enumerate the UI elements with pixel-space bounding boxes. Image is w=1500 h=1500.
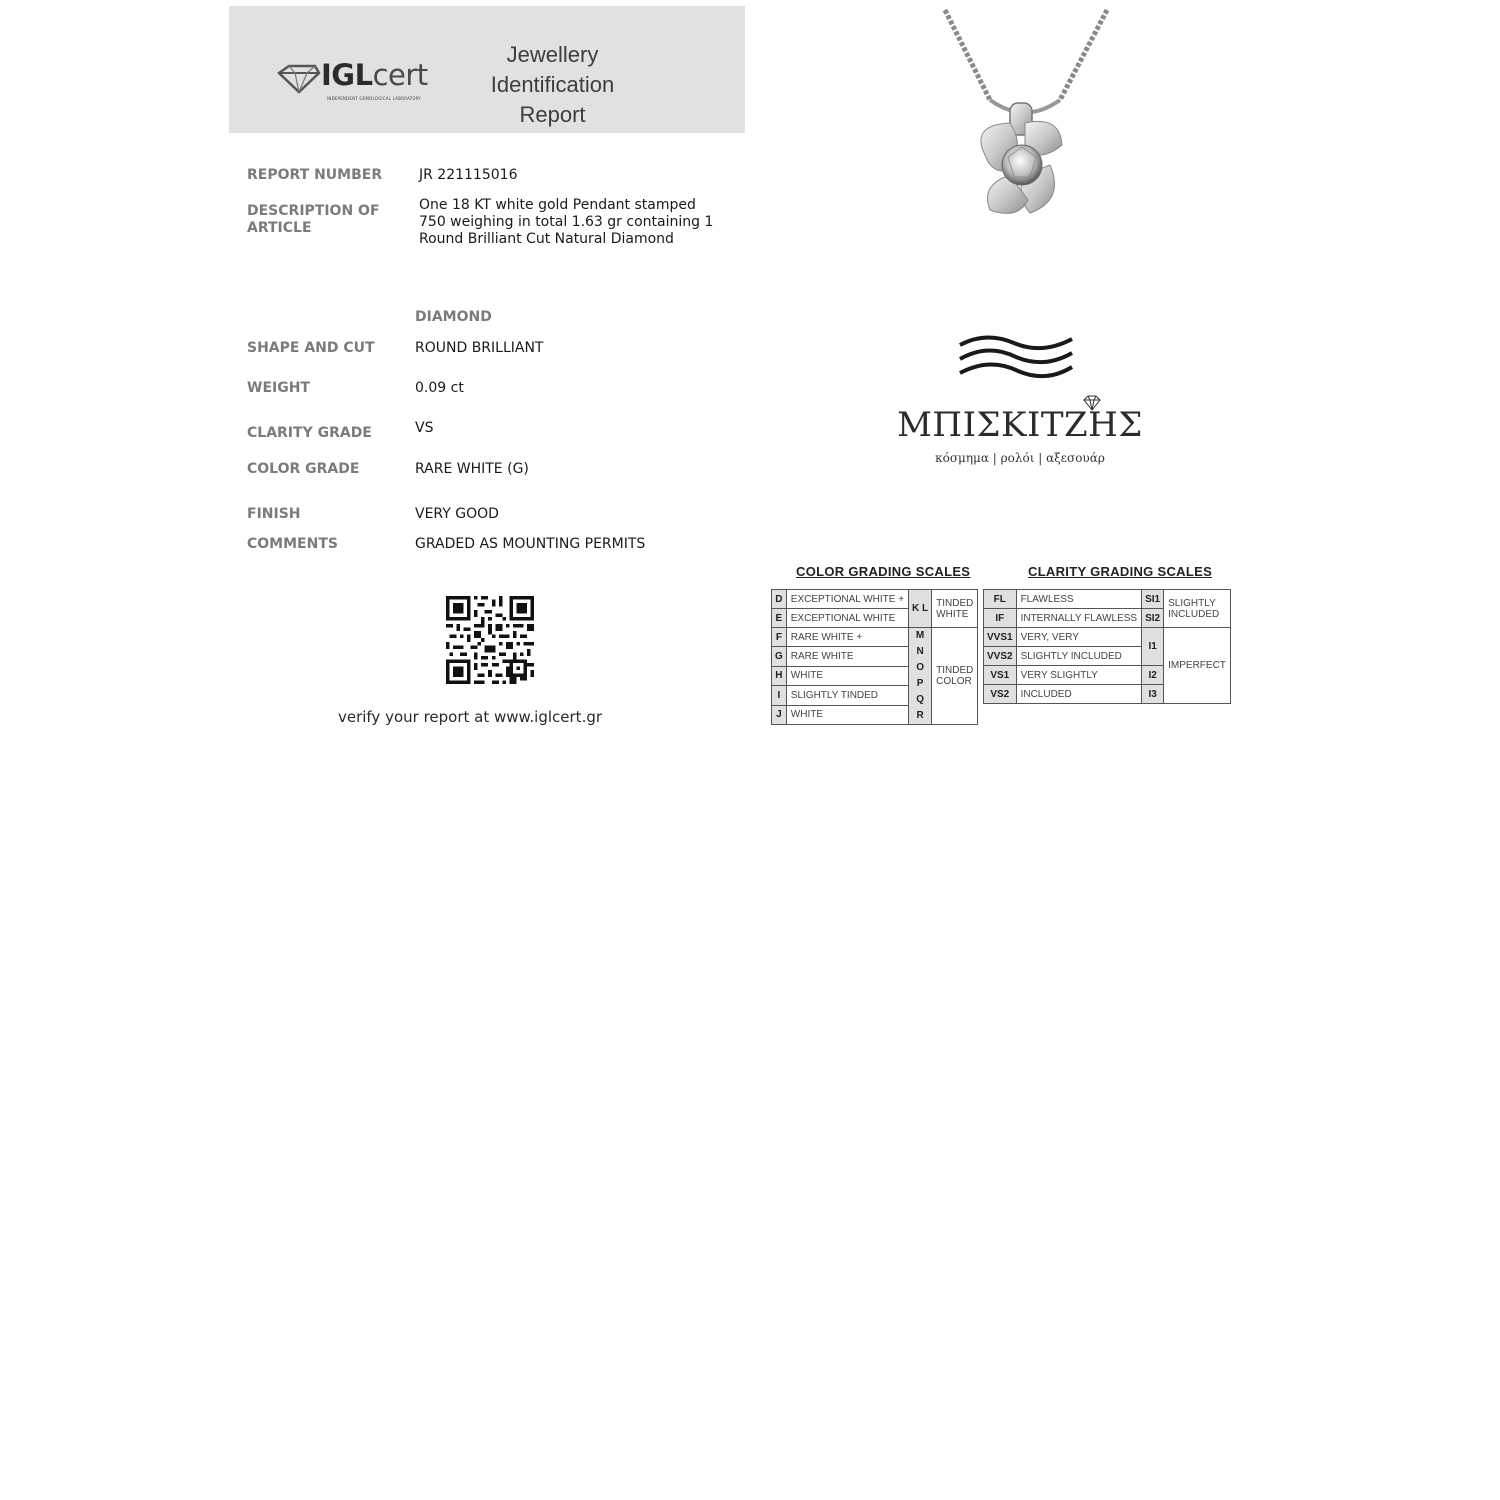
color-grade-code: G bbox=[772, 647, 787, 666]
brand-tagline: κόσμημα | ρολόι | αξεσουάρ bbox=[935, 451, 1105, 465]
color-grade-label: TINDED WHITE bbox=[932, 590, 978, 628]
finish-label: FINISH bbox=[247, 506, 301, 522]
clarity-grade-code: VS1 bbox=[984, 666, 1017, 685]
clarity-scale-title: CLARITY GRADING SCALES bbox=[1028, 564, 1213, 579]
color-grade-code: J bbox=[772, 705, 787, 724]
clarity-value: VS bbox=[415, 420, 434, 436]
brand-name: ΜΠΙΣΚΙΤΖΗΣ bbox=[897, 405, 1143, 445]
color-grade-code: E bbox=[772, 609, 787, 628]
clarity-grade-label: SLIGHTLY INCLUDED bbox=[1164, 590, 1231, 628]
clarity-grade-code: VS2 bbox=[984, 685, 1017, 704]
clarity-grade-label: VERY SLIGHTLY bbox=[1016, 666, 1142, 685]
description-label: DESCRIPTION OF ARTICLE bbox=[247, 203, 380, 236]
color-grade-code: D bbox=[772, 590, 787, 609]
color-value: RARE WHITE (G) bbox=[415, 461, 529, 477]
pendant-photo bbox=[900, 5, 1150, 240]
logo-subtitle: INDEPENDENT GEMOLOGICAL LABORATORY bbox=[327, 96, 422, 101]
clarity-grade-label: INCLUDED bbox=[1016, 685, 1142, 704]
clarity-grade-code: SI1 bbox=[1142, 590, 1164, 609]
color-grade-code: F bbox=[772, 628, 787, 647]
color-grade-label: TINDED COLOR bbox=[932, 628, 978, 725]
comments-value: GRADED AS MOUNTING PERMITS bbox=[415, 536, 646, 552]
iglcert-logo bbox=[275, 58, 455, 104]
shape-value: ROUND BRILLIANT bbox=[415, 340, 544, 356]
clarity-label: CLARITY GRADE bbox=[247, 425, 372, 441]
color-grade-label: SLIGHTLY TINDED bbox=[786, 686, 908, 705]
color-scale-title: COLOR GRADING SCALES bbox=[796, 564, 971, 579]
clarity-grade-label: INTERNALLY FLAWLESS bbox=[1016, 609, 1142, 628]
color-grade-label: WHITE bbox=[786, 666, 908, 685]
clarity-grade-code: VVS2 bbox=[984, 647, 1017, 666]
clarity-grade-code: IF bbox=[984, 609, 1017, 628]
color-grade-label: WHITE bbox=[786, 705, 908, 724]
color-label: COLOR GRADE bbox=[247, 461, 360, 477]
report-title-line: Jewellery bbox=[506, 42, 599, 67]
clarity-grade-code: I1 bbox=[1142, 628, 1164, 666]
color-grade-code: M N O P Q R bbox=[909, 628, 932, 725]
clarity-grade-label: FLAWLESS bbox=[1016, 590, 1142, 609]
waves-icon bbox=[956, 331, 1076, 381]
report-number-value: JR 221115016 bbox=[419, 167, 518, 183]
clarity-grade-label: IMPERFECT bbox=[1164, 628, 1231, 704]
color-grade-code: H bbox=[772, 666, 787, 685]
report-number-label: REPORT NUMBER bbox=[247, 167, 383, 183]
qr-code-icon[interactable] bbox=[446, 596, 534, 684]
logo-wordmark: IGLcert bbox=[321, 58, 428, 92]
clarity-grading-table bbox=[983, 589, 1231, 704]
finish-value: VERY GOOD bbox=[415, 506, 499, 522]
color-grade-code: K L bbox=[909, 590, 932, 628]
color-grade-label: EXCEPTIONAL WHITE + bbox=[786, 590, 908, 609]
clarity-grade-label: VERY, VERY bbox=[1016, 628, 1142, 647]
clarity-grade-code: SI2 bbox=[1142, 609, 1164, 628]
clarity-grade-code: FL bbox=[984, 590, 1017, 609]
report-title-line: Report bbox=[519, 102, 586, 127]
weight-value: 0.09 ct bbox=[415, 380, 464, 396]
shape-label: SHAPE AND CUT bbox=[247, 340, 375, 356]
clarity-grade-code: I2 bbox=[1142, 666, 1164, 685]
color-grade-label: RARE WHITE bbox=[786, 647, 908, 666]
report-title-line: Identification bbox=[490, 72, 615, 97]
comments-label: COMMENTS bbox=[247, 536, 338, 552]
color-grade-label: RARE WHITE + bbox=[786, 628, 908, 647]
clarity-grade-code: I3 bbox=[1142, 685, 1164, 704]
diamond-logo-icon bbox=[275, 64, 321, 94]
report-title bbox=[480, 40, 625, 130]
color-grading-table bbox=[771, 589, 978, 725]
clarity-grade-label: SLIGHTLY INCLUDED bbox=[1016, 647, 1142, 666]
description-value: One 18 KT white gold Pendant stamped 750 weighing in total 1.63 gr containing 1 Round Brilliant Cut Natural Diamond bbox=[419, 197, 714, 247]
color-grade-code: I bbox=[772, 686, 787, 705]
diamond-section-heading: DIAMOND bbox=[415, 309, 492, 325]
verify-report-text: verify your report at www.iglcert.gr bbox=[337, 708, 603, 726]
biskitzis-brand-logo bbox=[890, 325, 1150, 475]
clarity-grade-code: VVS1 bbox=[984, 628, 1017, 647]
weight-label: WEIGHT bbox=[247, 380, 310, 396]
color-grade-label: EXCEPTIONAL WHITE bbox=[786, 609, 908, 628]
